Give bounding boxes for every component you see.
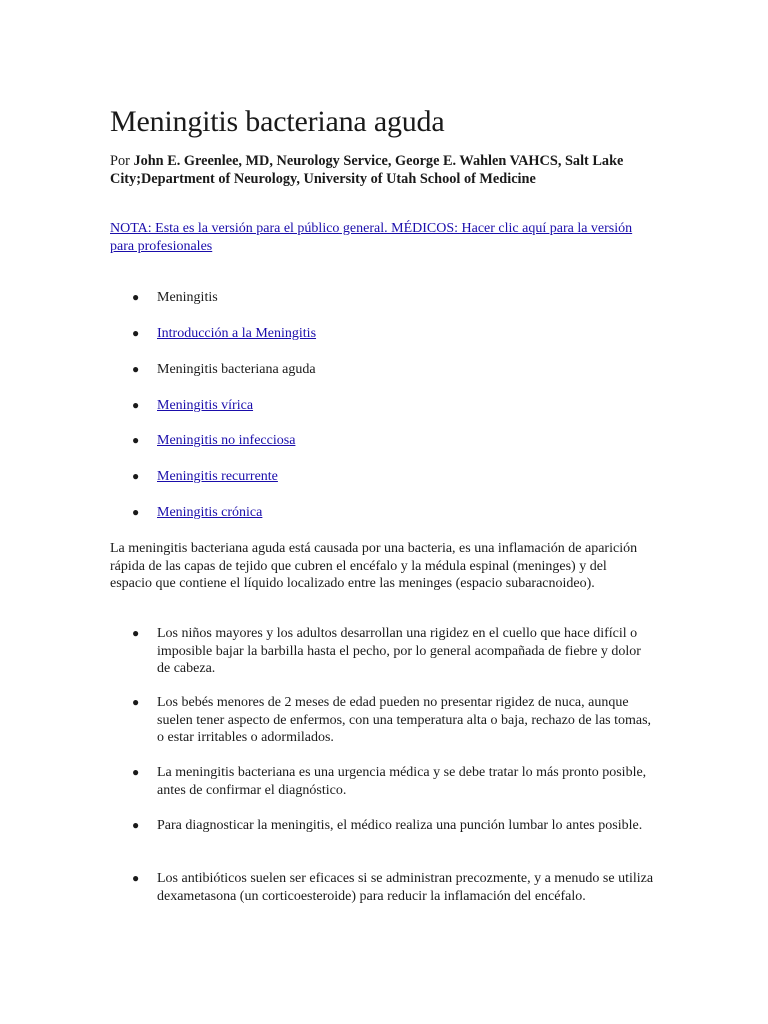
professional-version-link[interactable]: NOTA: Esta es la versión para el público general. MÉDICOS: Hacer clic aquí para la versión para profesionales: [110, 221, 633, 254]
bullet: ●: [132, 398, 140, 412]
byline-prefix: Por: [110, 153, 134, 169]
byline: [110, 152, 650, 188]
bullet: ●: [132, 469, 140, 483]
bullet: ●: [132, 626, 140, 640]
key-point-text: Para diagnosticar la meningitis, el médico realiza una punción lumbar lo antes posible.: [157, 818, 643, 833]
bullet: ●: [132, 505, 140, 519]
bullet: ●: [132, 695, 140, 709]
topic-link-recurrente[interactable]: Meningitis recurrente: [157, 469, 278, 484]
bullet: ●: [132, 326, 140, 340]
bullet: ●: [132, 818, 140, 832]
topic-label-current: Meningitis bacteriana aguda: [157, 362, 316, 377]
topic-link-introduccion[interactable]: Introducción a la Meningitis: [157, 326, 317, 341]
bullet: ●: [132, 433, 140, 447]
key-point-text: Los antibióticos suelen ser eficaces si se administran precozmente, y a menudo se utiliza dexametasona (un corticoesteroide) para reducir la inflamación del encéfalo.: [157, 871, 654, 904]
bullet: ●: [132, 871, 140, 885]
key-point-text: La meningitis bacteriana es una urgencia médica y se debe tratar lo más pronto posible, antes de confirmar el diagnóstico.: [157, 765, 647, 798]
page-title: Meningitis bacteriana aguda: [110, 105, 445, 138]
topic-link-no-infecciosa[interactable]: Meningitis no infecciosa: [157, 433, 296, 448]
topic-label: Meningitis: [157, 290, 218, 305]
byline-authors: John E. Greenlee, MD, Neurology Service, George E. Wahlen VAHCS, Salt Lake City;Department of Neurology, University of Utah School of Medicine: [110, 153, 624, 187]
bullet: ●: [132, 290, 140, 304]
bullet: ●: [132, 362, 140, 376]
topic-link-virica[interactable]: Meningitis vírica: [157, 398, 254, 413]
bullet: ●: [132, 765, 140, 779]
topic-link-cronica[interactable]: Meningitis crónica: [157, 505, 263, 520]
key-point-text: Los niños mayores y los adultos desarrollan una rigidez en el cuello que hace difícil o imposible bajar la barbilla hasta el pecho, por lo general acompañada de fiebre y dolor de cabeza.: [157, 626, 641, 676]
key-point-text: Los bebés menores de 2 meses de edad pueden no presentar rigidez de nuca, aunque suelen tener aspecto de enfermos, con una temperatura alta o baja, rechazo de las tomas, o estar irritables o adormilados.: [157, 695, 652, 745]
intro-paragraph: La meningitis bacteriana aguda está causada por una bacteria, es una inflamación de aparición rápida de las capas de tejido que cubren el encéfalo y la médula espinal (meninges) y del espacio que contiene el líquido localizado entre las meninges (espacio subaracnoideo).: [110, 541, 638, 591]
